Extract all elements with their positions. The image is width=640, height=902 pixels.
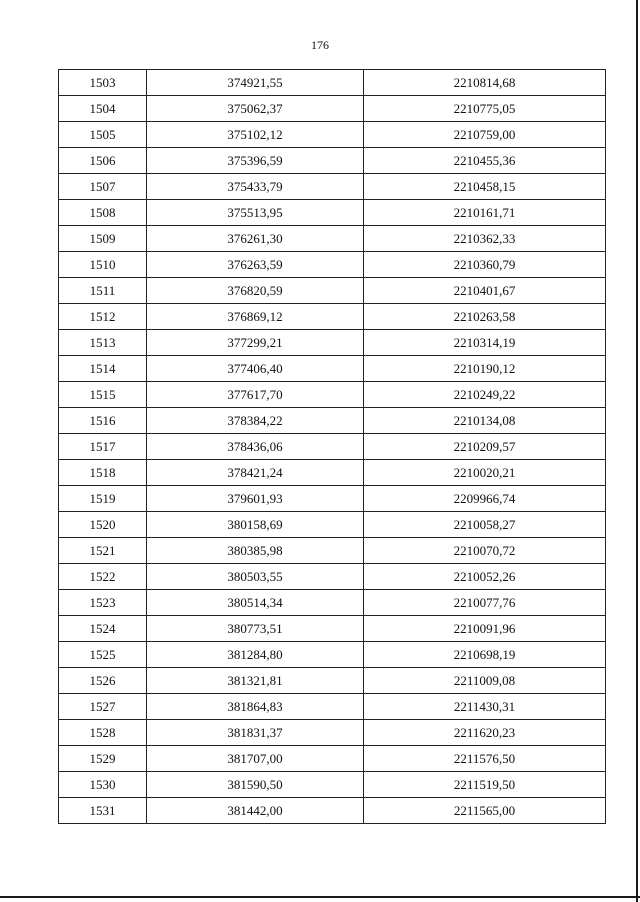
y-coordinate-cell: 2210209,57 [364,434,606,460]
y-coordinate-cell: 2210161,71 [364,200,606,226]
table-row [59,486,606,512]
x-coordinate-cell: 378436,06 [147,434,364,460]
point-number-cell: 1527 [59,694,147,720]
x-coordinate-cell: 380773,51 [147,616,364,642]
y-coordinate-cell: 2210314,19 [364,330,606,356]
scan-edge-bottom [0,896,640,898]
y-coordinate-cell: 2210360,79 [364,252,606,278]
x-coordinate-cell: 381284,80 [147,642,364,668]
table-row [59,798,606,824]
point-number-cell: 1512 [59,304,147,330]
x-coordinate-cell: 377299,21 [147,330,364,356]
point-number-cell: 1514 [59,356,147,382]
point-number-cell: 1524 [59,616,147,642]
x-coordinate-cell: 380158,69 [147,512,364,538]
x-coordinate-cell: 375062,37 [147,96,364,122]
point-number-cell: 1511 [59,278,147,304]
x-coordinate-cell: 381831,37 [147,720,364,746]
x-coordinate-cell: 378384,22 [147,408,364,434]
point-number-cell: 1528 [59,720,147,746]
page-number: 176 [311,38,329,52]
point-number-cell: 1513 [59,330,147,356]
table-row [59,720,606,746]
table-row [59,200,606,226]
table-row [59,174,606,200]
y-coordinate-cell: 2210190,12 [364,356,606,382]
point-number-cell: 1515 [59,382,147,408]
x-coordinate-cell: 381864,83 [147,694,364,720]
point-number-cell: 1529 [59,746,147,772]
table-row [59,382,606,408]
y-coordinate-cell: 2211430,31 [364,694,606,720]
x-coordinate-cell: 381590,50 [147,772,364,798]
table-row [59,538,606,564]
y-coordinate-cell: 2210401,67 [364,278,606,304]
table-row [59,642,606,668]
point-number-cell: 1517 [59,434,147,460]
coordinates-table-body [59,70,606,824]
y-coordinate-cell: 2210263,58 [364,304,606,330]
table-row [59,278,606,304]
coordinates-table [58,69,606,824]
point-number-cell: 1506 [59,148,147,174]
x-coordinate-cell: 375513,95 [147,200,364,226]
x-coordinate-cell: 380503,55 [147,564,364,590]
x-coordinate-cell: 376820,59 [147,278,364,304]
point-number-cell: 1503 [59,70,147,96]
table-row [59,148,606,174]
y-coordinate-cell: 2210362,33 [364,226,606,252]
x-coordinate-cell: 376261,30 [147,226,364,252]
table-row [59,590,606,616]
y-coordinate-cell: 2210091,96 [364,616,606,642]
table-row [59,668,606,694]
x-coordinate-cell: 375102,12 [147,122,364,148]
table-row [59,434,606,460]
x-coordinate-cell: 376869,12 [147,304,364,330]
y-coordinate-cell: 2210814,68 [364,70,606,96]
y-coordinate-cell: 2209966,74 [364,486,606,512]
y-coordinate-cell: 2210759,00 [364,122,606,148]
x-coordinate-cell: 381321,81 [147,668,364,694]
point-number-cell: 1522 [59,564,147,590]
x-coordinate-cell: 378421,24 [147,460,364,486]
scan-edge-right [636,0,638,902]
x-coordinate-cell: 377406,40 [147,356,364,382]
point-number-cell: 1508 [59,200,147,226]
point-number-cell: 1530 [59,772,147,798]
x-coordinate-cell: 375396,59 [147,148,364,174]
y-coordinate-cell: 2210077,76 [364,590,606,616]
table-row [59,616,606,642]
y-coordinate-cell: 2211009,08 [364,668,606,694]
x-coordinate-cell: 374921,55 [147,70,364,96]
point-number-cell: 1519 [59,486,147,512]
x-coordinate-cell: 381707,00 [147,746,364,772]
point-number-cell: 1523 [59,590,147,616]
y-coordinate-cell: 2210052,26 [364,564,606,590]
x-coordinate-cell: 380514,34 [147,590,364,616]
table-row [59,772,606,798]
point-number-cell: 1521 [59,538,147,564]
y-coordinate-cell: 2211620,23 [364,720,606,746]
y-coordinate-cell: 2211565,00 [364,798,606,824]
x-coordinate-cell: 380385,98 [147,538,364,564]
point-number-cell: 1510 [59,252,147,278]
table-row [59,746,606,772]
x-coordinate-cell: 376263,59 [147,252,364,278]
x-coordinate-cell: 375433,79 [147,174,364,200]
table-row [59,460,606,486]
y-coordinate-cell: 2210698,19 [364,642,606,668]
point-number-cell: 1507 [59,174,147,200]
point-number-cell: 1504 [59,96,147,122]
table-row [59,252,606,278]
table-row [59,512,606,538]
y-coordinate-cell: 2210458,15 [364,174,606,200]
point-number-cell: 1531 [59,798,147,824]
table-row [59,96,606,122]
point-number-cell: 1526 [59,668,147,694]
x-coordinate-cell: 381442,00 [147,798,364,824]
y-coordinate-cell: 2210249,22 [364,382,606,408]
table-row [59,694,606,720]
point-number-cell: 1516 [59,408,147,434]
y-coordinate-cell: 2210020,21 [364,460,606,486]
y-coordinate-cell: 2210455,36 [364,148,606,174]
y-coordinate-cell: 2211576,50 [364,746,606,772]
table-row [59,356,606,382]
y-coordinate-cell: 2210058,27 [364,512,606,538]
x-coordinate-cell: 377617,70 [147,382,364,408]
table-row [59,226,606,252]
y-coordinate-cell: 2210070,72 [364,538,606,564]
table-row [59,330,606,356]
table-row [59,70,606,96]
table-row [59,122,606,148]
y-coordinate-cell: 2211519,50 [364,772,606,798]
x-coordinate-cell: 379601,93 [147,486,364,512]
point-number-cell: 1509 [59,226,147,252]
table-row [59,408,606,434]
point-number-cell: 1525 [59,642,147,668]
y-coordinate-cell: 2210775,05 [364,96,606,122]
table-row [59,564,606,590]
y-coordinate-cell: 2210134,08 [364,408,606,434]
table-row [59,304,606,330]
point-number-cell: 1505 [59,122,147,148]
point-number-cell: 1518 [59,460,147,486]
point-number-cell: 1520 [59,512,147,538]
